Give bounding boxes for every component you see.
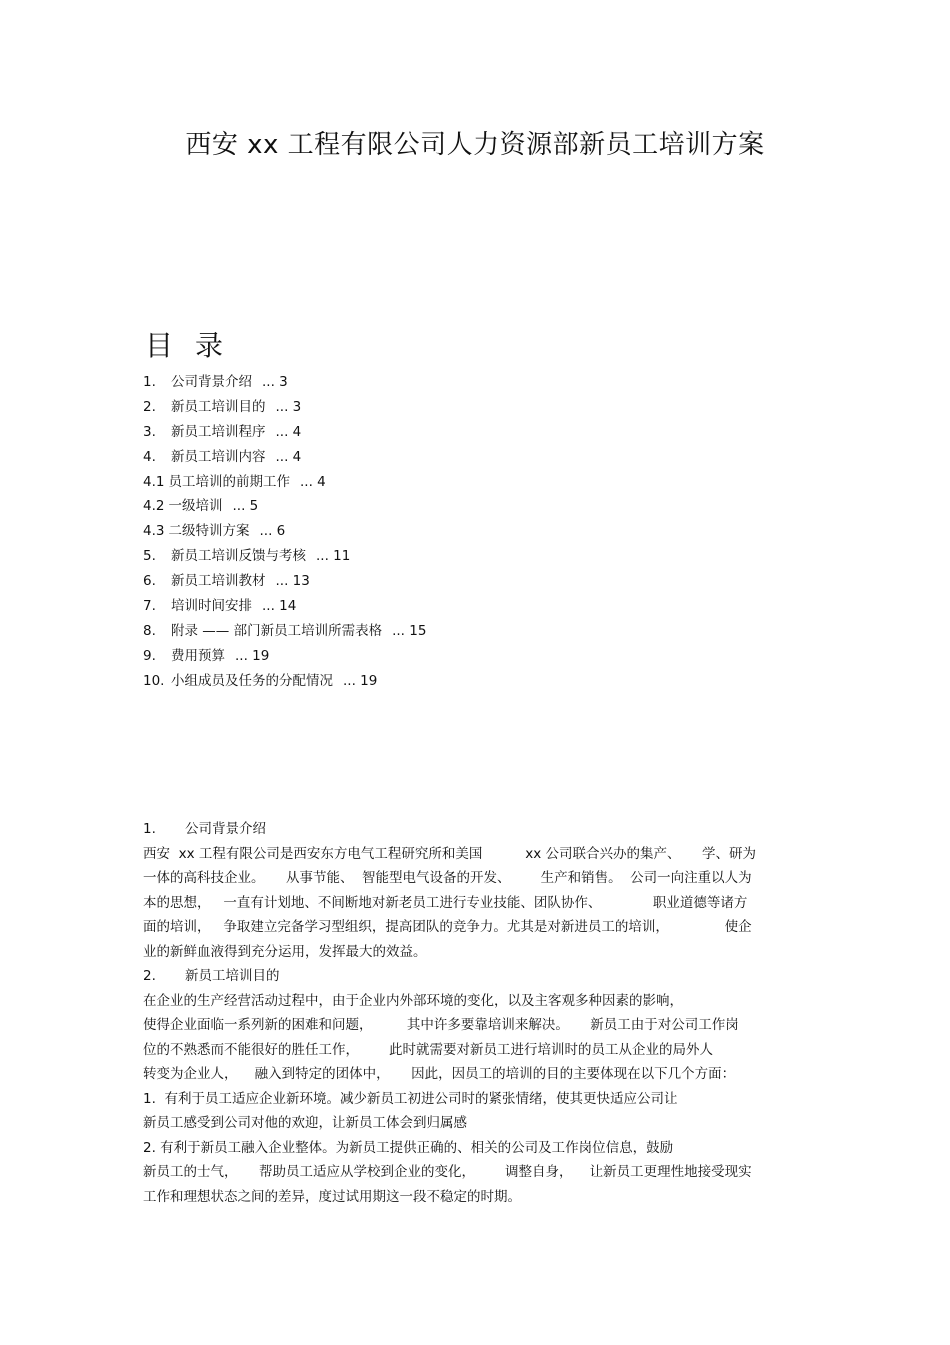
list-item-line: 新员工的士气， 帮助员工适应从学校到企业的变化， 调整自身， 让新员工更理性地接受现实 <box>143 1164 752 1180</box>
toc-item: 3. 新员工培训程序 ... 4 <box>143 423 302 440</box>
toc-item: 9. 费用预算 ... 19 <box>143 647 270 664</box>
list-item-line: 1. 有利于员工适应企业新环境。减少新员工初进公司时的紧张情绪，使其更快适应公司让 <box>143 1090 678 1107</box>
table-of-contents <box>143 370 643 694</box>
toc-item: 4.3 二级特训方案 ... 6 <box>143 523 286 540</box>
section-heading: 2. 新员工培训目的 <box>143 968 280 984</box>
document-body <box>143 817 813 1209</box>
toc-item: 4.1 员工培训的前期工作 ... 4 <box>143 473 326 490</box>
paragraph-line: 位的不熟悉而不能很好的胜任工作， 此时就需要对新员工进行培训时的员工从企业的局外人 <box>143 1041 714 1058</box>
toc-item: 10. 小组成员及任务的分配情况 ... 19 <box>143 672 378 689</box>
paragraph-line: 本的思想， 一直有计划地、不间断地对新老员工进行专业技能、团队协作、 职业道德等诸方 <box>143 894 748 911</box>
toc-heading: 目录 <box>145 329 246 362</box>
paragraph-line: 转变为企业人， 融入到特定的团体中， 因此，因员工的培训的目的主要体现在以下几个方面： <box>143 1066 736 1082</box>
section-heading: 1. 公司背景介绍 <box>143 821 266 837</box>
toc-item: 6. 新员工培训教材 ... 13 <box>143 573 310 590</box>
list-item-line: 工作和理想状态之间的差异，度过试用期这一段不稳定的时期。 <box>143 1188 521 1205</box>
list-item-line: 2. 有利于新员工融入企业整体。为新员工提供正确的、相关的公司及工作岗位信息，鼓励 <box>143 1139 674 1156</box>
paragraph-line: 在企业的生产经营活动过程中，由于企业内外部环境的变化，以及主客观多种因素的影响， <box>143 992 683 1009</box>
document-title: 西安 xx 工程有限公司人力资源部新员工培训方案 <box>185 130 765 160</box>
toc-item: 2. 新员工培训目的 ... 3 <box>143 398 302 415</box>
toc-item: 4.2 一级培训 ... 5 <box>143 498 259 515</box>
toc-item: 8. 附录 —— 部门新员工培训所需表格 ... 15 <box>143 622 427 639</box>
toc-item: 5. 新员工培训反馈与考核 ... 11 <box>143 548 351 565</box>
toc-item: 4. 新员工培训内容 ... 4 <box>143 448 302 465</box>
paragraph-line: 面的培训， 争取建立完备学习型组织，提高团队的竞争力。尤其是对新进员工的培训， 使企 <box>143 919 752 935</box>
paragraph-line: 一体的高科技企业。 从事节能、 智能型电气设备的开发、 生产和销售。 公司一向注重以人为 <box>143 870 752 886</box>
toc-item: 7. 培训时间安排 ... 14 <box>143 598 297 615</box>
toc-item: 1. 公司背景介绍 ... 3 <box>143 374 288 390</box>
paragraph-line: 使得企业面临一系列新的困难和问题， 其中许多要靠培训来解决。 新员工由于对公司工作岗 <box>143 1017 739 1033</box>
paragraph-line: 西安 xx 工程有限公司是西安东方电气工程研究所和美国 xx 公司联合兴办的集产、 学、研为 <box>143 845 756 862</box>
paragraph-line: 业的新鲜血液得到充分运用，发挥最大的效益。 <box>143 943 427 960</box>
list-item-line: 新员工感受到公司对他的欢迎，让新员工体会到归属感 <box>143 1115 467 1131</box>
